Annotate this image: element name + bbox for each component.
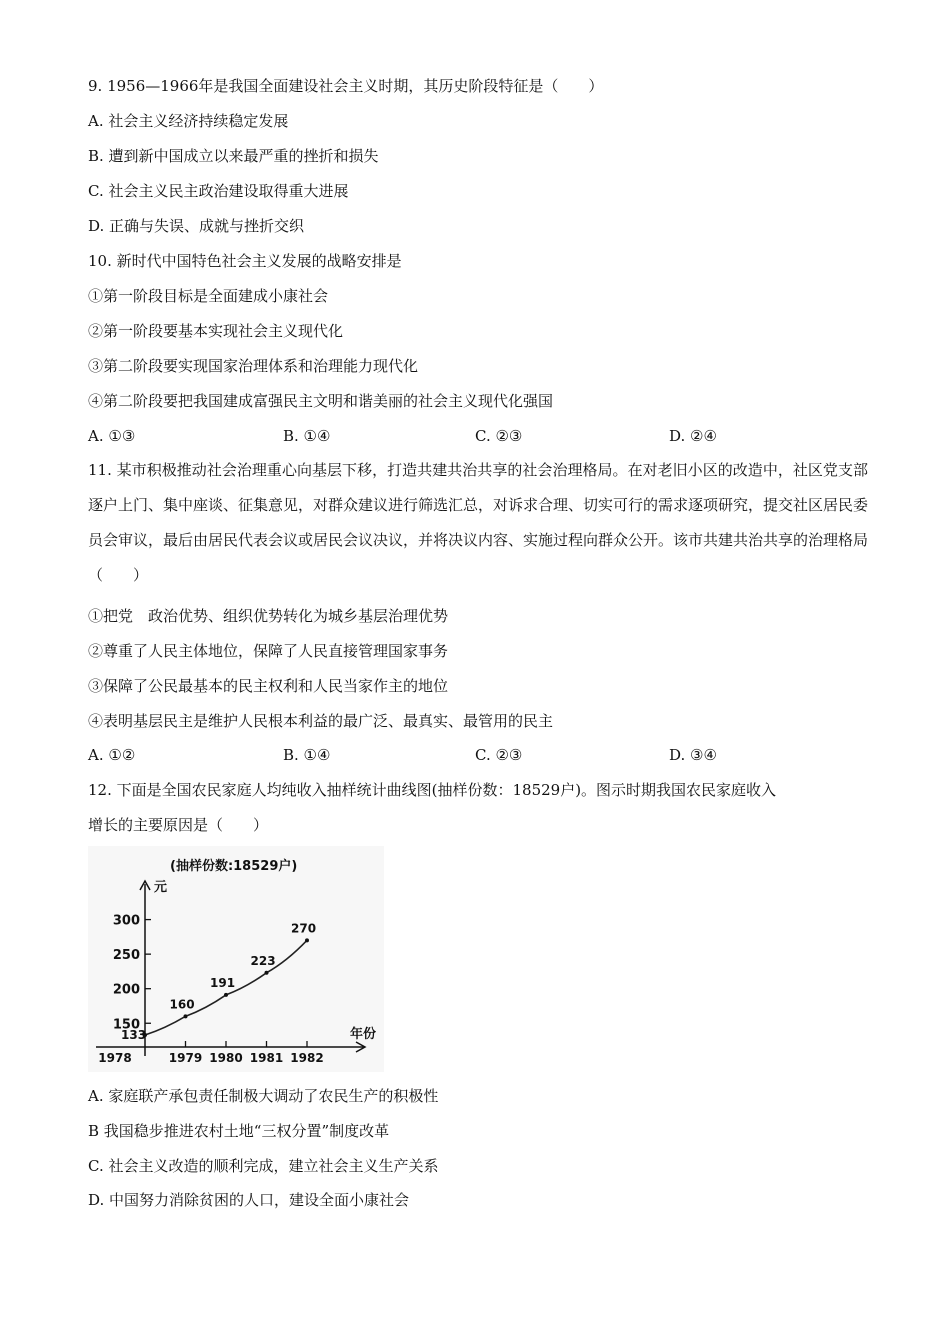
q10-option-a[interactable]: A. ①③ [88,427,136,445]
data-label: 223 [250,953,276,968]
q9-option-c[interactable]: C. 社会主义民主政治建设取得重大进展 [88,182,349,200]
chart-title: (抽样份数:18529户) [170,859,298,874]
x-tick-label: 1979 [168,1051,203,1065]
q11-option-c[interactable]: C. ②③ [475,746,523,764]
q11-stem: 11. 某市积极推动社会治理重心向基层下移，打造共建共治共享的社会治理格局。在对老旧小区的改造中，社区党支部逐户上门、集中座谈、征集意见，对群众建议进行筛选汇总，对诉求合理、切实可行的需求逐项研究，提交社区居民委员会审议，最后由居民代表会议或居民会议决议，并将决议内容、实施过程向群众公开。该市共建共治共享的治理格局（ ） [88,461,869,584]
q12-option-a[interactable]: A. 家庭联产承包责任制极大调动了农民生产的积极性 [88,1087,439,1105]
data-point [224,993,228,997]
q10-stem: 10. 新时代中国特色社会主义发展的战略安排是 [88,252,402,270]
q11-item-3: ③保障了公民最基本的民主权利和人民当家作主的地位 [88,677,449,695]
q12-stem-line2: 增长的主要原因是（ ） [88,816,269,834]
y-tick-label: 150 [112,1017,140,1033]
x-tick-label: 1982 [290,1051,324,1065]
q10-item-2: ②第一阶段要基本实现社会主义现代化 [88,322,344,340]
q11-item-4: ④表明基层民主是维护人民根本利益的最广泛、最真实、最管用的民主 [88,712,554,730]
data-label: 191 [210,975,236,990]
data-label: 133 [121,1028,147,1042]
q10-option-b[interactable]: B. ①④ [283,427,331,445]
q10-item-3: ③第二阶段要实现国家治理体系和治理能力现代化 [88,357,419,375]
q11-option-a[interactable]: A. ①② [88,746,136,764]
data-point [265,971,269,975]
data-point [305,938,309,942]
data-point [184,1014,188,1018]
y-tick-label: 300 [112,913,140,929]
q10-option-d[interactable]: D. ②④ [669,427,717,445]
data-label: 270 [291,921,317,936]
q12-option-c[interactable]: C. 社会主义改造的顺利完成，建立社会主义生产关系 [88,1157,439,1175]
q9-option-b[interactable]: B. 遭到新中国成立以来最严重的挫折和损失 [88,147,379,165]
q10-item-1: ①第一阶段目标是全面建成小康社会 [88,287,329,305]
y-tick-label: 250 [112,948,140,964]
q10-option-c[interactable]: C. ②③ [475,427,523,445]
x-tick-label: 1980 [209,1051,243,1065]
x-tick-label: 1978 [98,1051,132,1065]
data-label: 160 [169,997,195,1012]
q11-option-b[interactable]: B. ①④ [283,746,331,764]
q10-item-4: ④第二阶段要把我国建成富强民主文明和谐美丽的社会主义现代化强国 [88,392,554,410]
y-axis-label: 元 [154,880,168,895]
q11-item-2: ②尊重了人民主体地位，保障了人民直接管理国家事务 [88,642,449,660]
q9-option-a[interactable]: A. 社会主义经济持续稳定发展 [88,112,289,130]
q9-stem: 9. 1956—1966年是我国全面建设社会主义时期，其历史阶段特征是（ ） [88,77,604,95]
q12-option-d[interactable]: D. 中国努力消除贫困的人口，建设全面小康社会 [88,1191,410,1209]
x-tick-label: 1981 [249,1051,284,1065]
x-axis-label: 年份 [350,1027,377,1042]
q11-item-1: ①把党 政治优势、组织优势转化为城乡基层治理优势 [88,607,449,625]
y-tick-label: 200 [112,982,140,998]
q9-option-d[interactable]: D. 正确与失误、成就与挫折交织 [88,217,305,235]
q11-option-d[interactable]: D. ③④ [669,746,717,764]
q12-option-b[interactable]: B 我国稳步推进农村土地“三权分置”制度改革 [88,1122,390,1140]
income-line-chart [88,846,384,1072]
q12-stem-line1: 12. 下面是全国农民家庭人均纯收入抽样统计曲线图(抽样份数：18529户)。图示时期我国农民家庭收入 [88,781,777,799]
